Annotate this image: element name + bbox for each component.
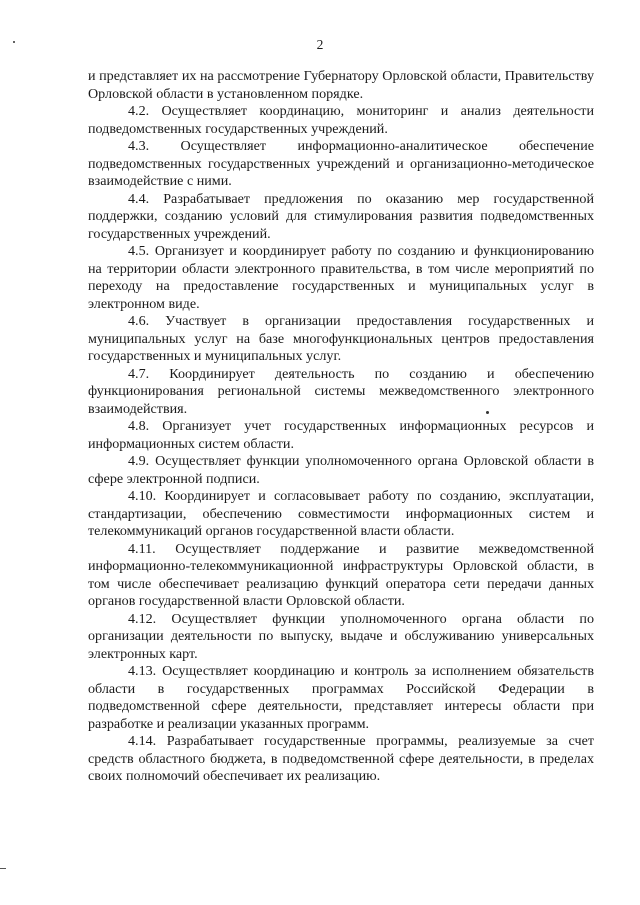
- document-body: [88, 68, 594, 786]
- paragraph-4-2: 4.2. Осуществляет координацию, мониторинг и анализ деятельности подведомственных государственных учреждений.: [88, 103, 594, 137]
- paragraph-continuation: и представляет их на рассмотрение Губернатору Орловской области, Правительству Орловской области в установленном порядке.: [88, 68, 594, 102]
- margin-mark: [0, 868, 6, 869]
- paragraph-4-13: 4.13. Осуществляет координацию и контроль за исполнением обязательств области в государственных программах Российской Федерации в подведомственной сфере деятельности, представляет интересы области при разработке и реализации указанных программ.: [88, 663, 594, 732]
- paragraph-4-3: 4.3. Осуществляет информационно-аналитическое обеспечение подведомственных государственных учреждений и организационно-методическое взаимодействие с ними.: [88, 138, 594, 189]
- scan-speck: [486, 411, 489, 414]
- paragraph-4-5: 4.5. Организует и координирует работу по созданию и функционированию на территории области электронного правительства, в том числе мероприятий по переходу на предоставление государственных и муниципальных услуг в электронном виде.: [88, 243, 594, 312]
- paragraph-4-9: 4.9. Осуществляет функции уполномоченного органа Орловской области в сфере электронной подписи.: [88, 453, 594, 487]
- paragraph-4-6: 4.6. Участвует в организации предоставления государственных и муниципальных услуг на базе многофункциональных центров предоставления государственных и муниципальных услуг.: [88, 313, 594, 364]
- paragraph-4-8: 4.8. Организует учет государственных информационных ресурсов и информационных систем области.: [88, 418, 594, 452]
- paragraph-4-14: 4.14. Разрабатывает государственные программы, реализуемые за счет средств областного бюджета, в подведомственной сфере деятельности, в пределах своих полномочий обеспечивает их реализацию.: [88, 733, 594, 784]
- page-number: 2: [316, 37, 324, 52]
- paragraph-4-10: 4.10. Координирует и согласовывает работу по созданию, эксплуатации, стандартизации, обеспечению совместимости информационных систем и телекоммуникаций органов государственной власти области.: [88, 488, 594, 539]
- paragraph-4-7: 4.7. Координирует деятельность по созданию и обеспечению функционирования региональной системы межведомственного электронного взаимодействия.: [88, 365, 594, 417]
- paragraph-4-4: 4.4. Разрабатывает предложения по оказанию мер государственной поддержки, созданию условий для стимулирования развития подведомственных государственных учреждений.: [88, 190, 594, 242]
- paragraph-4-12: 4.12. Осуществляет функции уполномоченного органа области по организации деятельности по выпуску, выдаче и обслуживанию универсальных электронных карт.: [88, 610, 594, 662]
- paragraph-4-11: 4.11. Осуществляет поддержание и развитие межведомственной информационно-телекоммуникационной инфраструктуры Орловской области, в том числе обеспечивает реализацию функций оператора сети передачи данных органов государственной власти Орловской области.: [88, 540, 594, 609]
